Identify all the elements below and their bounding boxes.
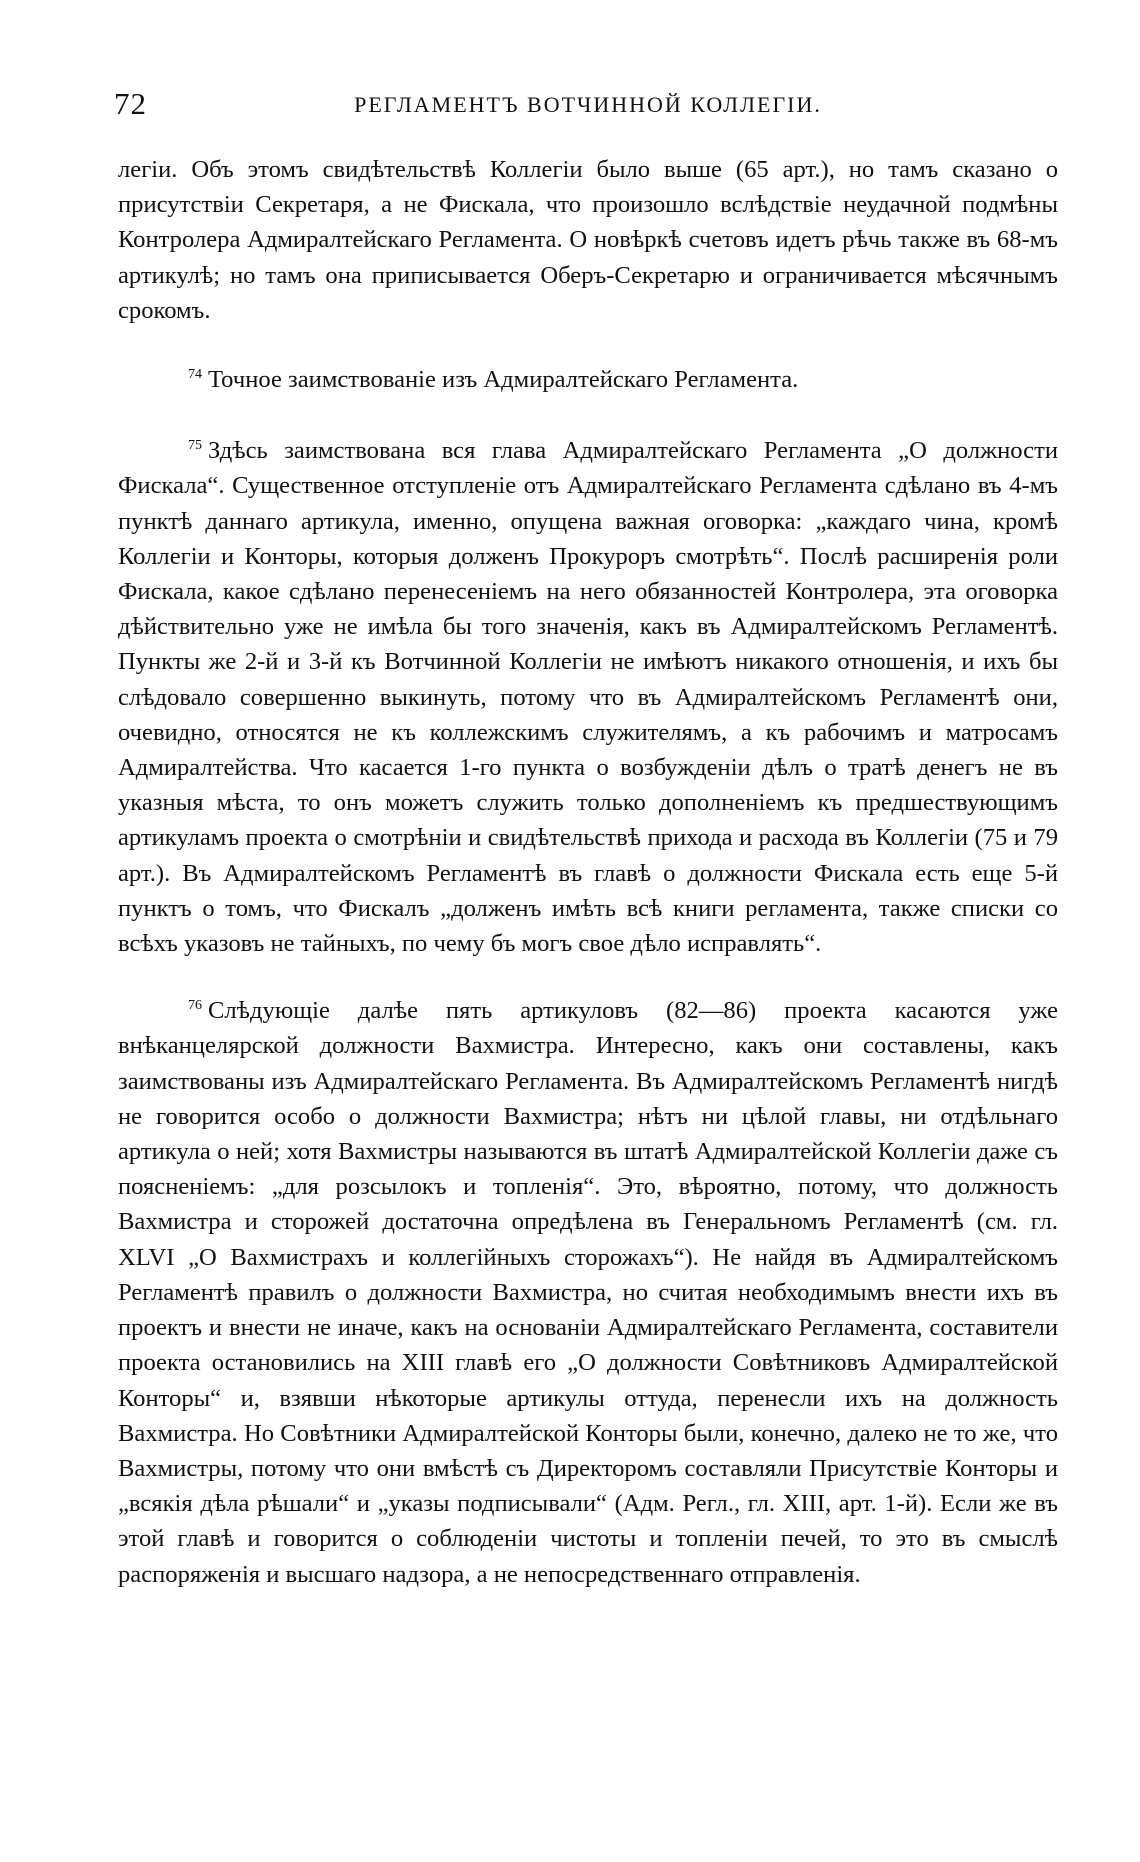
page-number: 72	[114, 86, 147, 121]
page-header	[114, 86, 1058, 126]
footnote-text: Здѣсь заимствована вся глава Адмиралтейскаго Регламента „О должности Фискала“. Существенное отступленіе отъ Адмиралтейскаго Регламента сдѣлано въ 4-мъ пунктѣ даннаго артикула, именно, опущена важная оговорка: „каждаго чина, кромѣ Коллегіи и Конторы, которыя долженъ Прокуроръ смотрѣть“. Послѣ расширенія роли Фискала, какое сдѣлано перенесеніемъ на него обязанностей Контролера, эта оговорка дѣйствительно уже не имѣла бы того значенія, какъ въ Адмиралтейскомъ Регламентѣ. Пункты же 2-й и 3-й къ Вотчинной Коллегіи не имѣютъ никакого отношенія, и ихъ бы слѣдовало совершенно выкинуть, потому что въ Адмиралтейскомъ Регламентѣ они, очевидно, относятся не къ коллежскимъ служителямъ, а къ рабочимъ и матросамъ Адмиралтейства. Что касается 1-го пункта о возбужденіи дѣлъ о тратѣ денегъ не въ указныя мѣста, то онъ можетъ служить только дополненіемъ къ предшествующимъ артикуламъ проекта о смотрѣніи и свидѣтельствѣ прихода и расхода въ Коллегіи (75 и 79 арт.). Въ Адмиралтейскомъ Регламентѣ въ главѣ о должности Фискала есть еще 5-й пунктъ о томъ, что Фискалъ „долженъ имѣть всѣ книги регламента, также списки со всѣхъ указовъ не тайныхъ, по чему бъ могъ свое дѣло исправлять“.	[118, 437, 1058, 958]
running-head: РЕГЛАМЕНТЪ ВОТЧИННОЙ КОЛЛЕГІИ.	[354, 92, 822, 117]
footnote-marker: 74	[188, 367, 202, 383]
footnote-continuation	[118, 152, 1058, 328]
footnote-text: Точное заимствованіе изъ Адмиралтейскаго Регламента.	[208, 366, 799, 394]
footnote-74	[118, 362, 1058, 397]
footnote-marker: 76	[188, 998, 202, 1014]
book-page	[114, 86, 1058, 1592]
footnote-marker: 75	[188, 438, 202, 454]
footnote-text: легіи. Объ этомъ свидѣтельствѣ Коллегіи было выше (65 арт.), но тамъ сказано о присутствіи Секретаря, а не Фискала, что произошло вслѣдствіе неудачной подмѣны Контролера Адмиралтейскаго Регламента. О новѣркѣ счетовъ идетъ рѣчь также въ 68-мъ артикулѣ; но тамъ она приписывается Оберъ-Секретарю и ограничивается мѣсячнымъ срокомъ.	[118, 156, 1058, 324]
footnote-75	[118, 433, 1058, 961]
footnote-76	[118, 993, 1058, 1591]
footnote-text: Слѣдующіе далѣе пять артикуловъ (82—86) проекта касаются уже внѣканцелярской должности Вахмистра. Интересно, какъ они составлены, какъ заимствованы изъ Адмиралтейскаго Регламента. Въ Адмиралтейскомъ Регламентѣ нигдѣ не говорится особо о должности Вахмистра; нѣтъ ни цѣлой главы, ни отдѣльнаго артикула о ней; хотя Вахмистры называются въ штатѣ Адмиралтейской Коллегіи даже съ поясненіемъ: „для розсылокъ и топленія“. Это, вѣроятно, потому, что должность Вахмистра и сторожей достаточна опредѣлена въ Генеральномъ Регламентѣ (см. гл. XLVI „О Вахмистрахъ и коллегійныхъ сторожахъ“). Не найдя въ Адмиралтейскомъ Регламентѣ правилъ о должности Вахмистра, но считая необходимымъ внести ихъ въ проектъ и внести не иначе, какъ на основаніи Адмиралтейскаго Регламента, составители проекта остановились на XIII главѣ его „О должности Совѣтниковъ Адмиралтейской Конторы“ и, взявши нѣкоторые артикулы оттуда, перенесли ихъ на должность Вахмистра. Но Совѣтники Адмиралтейской Конторы были, конечно, далеко не то же, что Вахмистры, потому что они вмѣстѣ съ Директоромъ составляли Присутствіе Конторы и „всякія дѣла рѣшали“ и „указы подписывали“ (Адм. Регл., гл. XIII, арт. 1-й). Если же въ этой главѣ и говорится о соблюденіи чистоты и топленіи печей, то это въ смыслѣ распоряженія и высшаго надзора, а не непосредственнаго отправленія.	[118, 997, 1058, 1588]
